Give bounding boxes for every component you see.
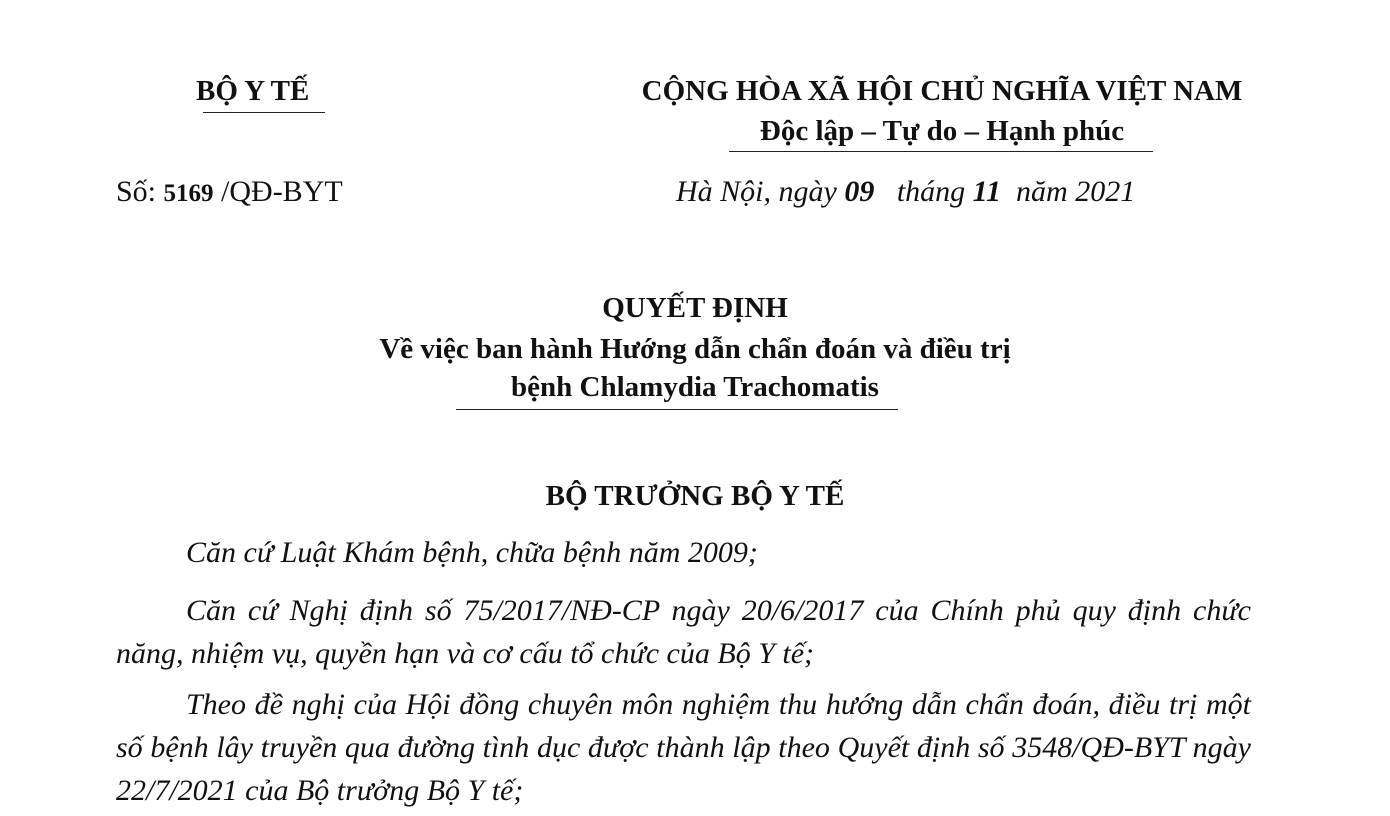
document-number-value: 5169 xyxy=(163,180,214,207)
decision-subject xyxy=(300,330,1090,406)
preamble-paragraph: Căn cứ Luật Khám bệnh, chữa bệnh năm 2009; xyxy=(186,536,758,569)
subject-underline xyxy=(456,409,898,410)
date-day: 09 xyxy=(844,175,875,208)
signer-title: BỘ TRƯỞNG BỘ Y TẾ xyxy=(545,480,845,512)
date-month: 11 xyxy=(972,175,1002,208)
document-number xyxy=(116,174,343,212)
place-label: Hà Nội, ngày xyxy=(676,175,837,208)
national-title: CỘNG HÒA XÃ HỘI CHỦ NGHĨA VIỆT NAM xyxy=(641,75,1243,107)
motto-underline xyxy=(729,151,1153,152)
month-label: tháng xyxy=(896,175,966,208)
document-number-prefix: Số: xyxy=(116,175,157,208)
issuing-agency: BỘ Y TẾ xyxy=(196,75,310,107)
place-and-date xyxy=(676,174,1135,210)
year-label: năm 2021 xyxy=(1016,175,1136,208)
preamble-paragraph: Theo đề nghị của Hội đồng chuyên môn nghiệm thu hướng dẫn chẩn đoán, điều trị một số bệnh lây truyền qua đường tình dục được thành lập theo Quyết định số 3548/QĐ-BYT ngày 22/7/2021 của Bộ trưởng Bộ Y tế; xyxy=(116,688,1251,807)
national-motto: Độc lập – Tự do – Hạnh phúc xyxy=(759,115,1125,147)
preamble-paragraph: Căn cứ Nghị định số 75/2017/NĐ-CP ngày 20/6/2017 của Chính phủ quy định chức năng, nhiệm vụ, quyền hạn và cơ cấu tổ chức của Bộ Y tế; xyxy=(116,594,1251,670)
agency-underline xyxy=(203,112,325,113)
decision-type-heading: QUYẾT ĐỊNH xyxy=(602,292,788,324)
decision-subject-line-1: Về việc ban hành Hướng dẫn chẩn đoán và điều trị xyxy=(379,333,1011,365)
decision-subject-line-2: bệnh Chlamydia Trachomatis xyxy=(511,371,879,403)
document-number-suffix: /QĐ-BYT xyxy=(221,175,343,208)
